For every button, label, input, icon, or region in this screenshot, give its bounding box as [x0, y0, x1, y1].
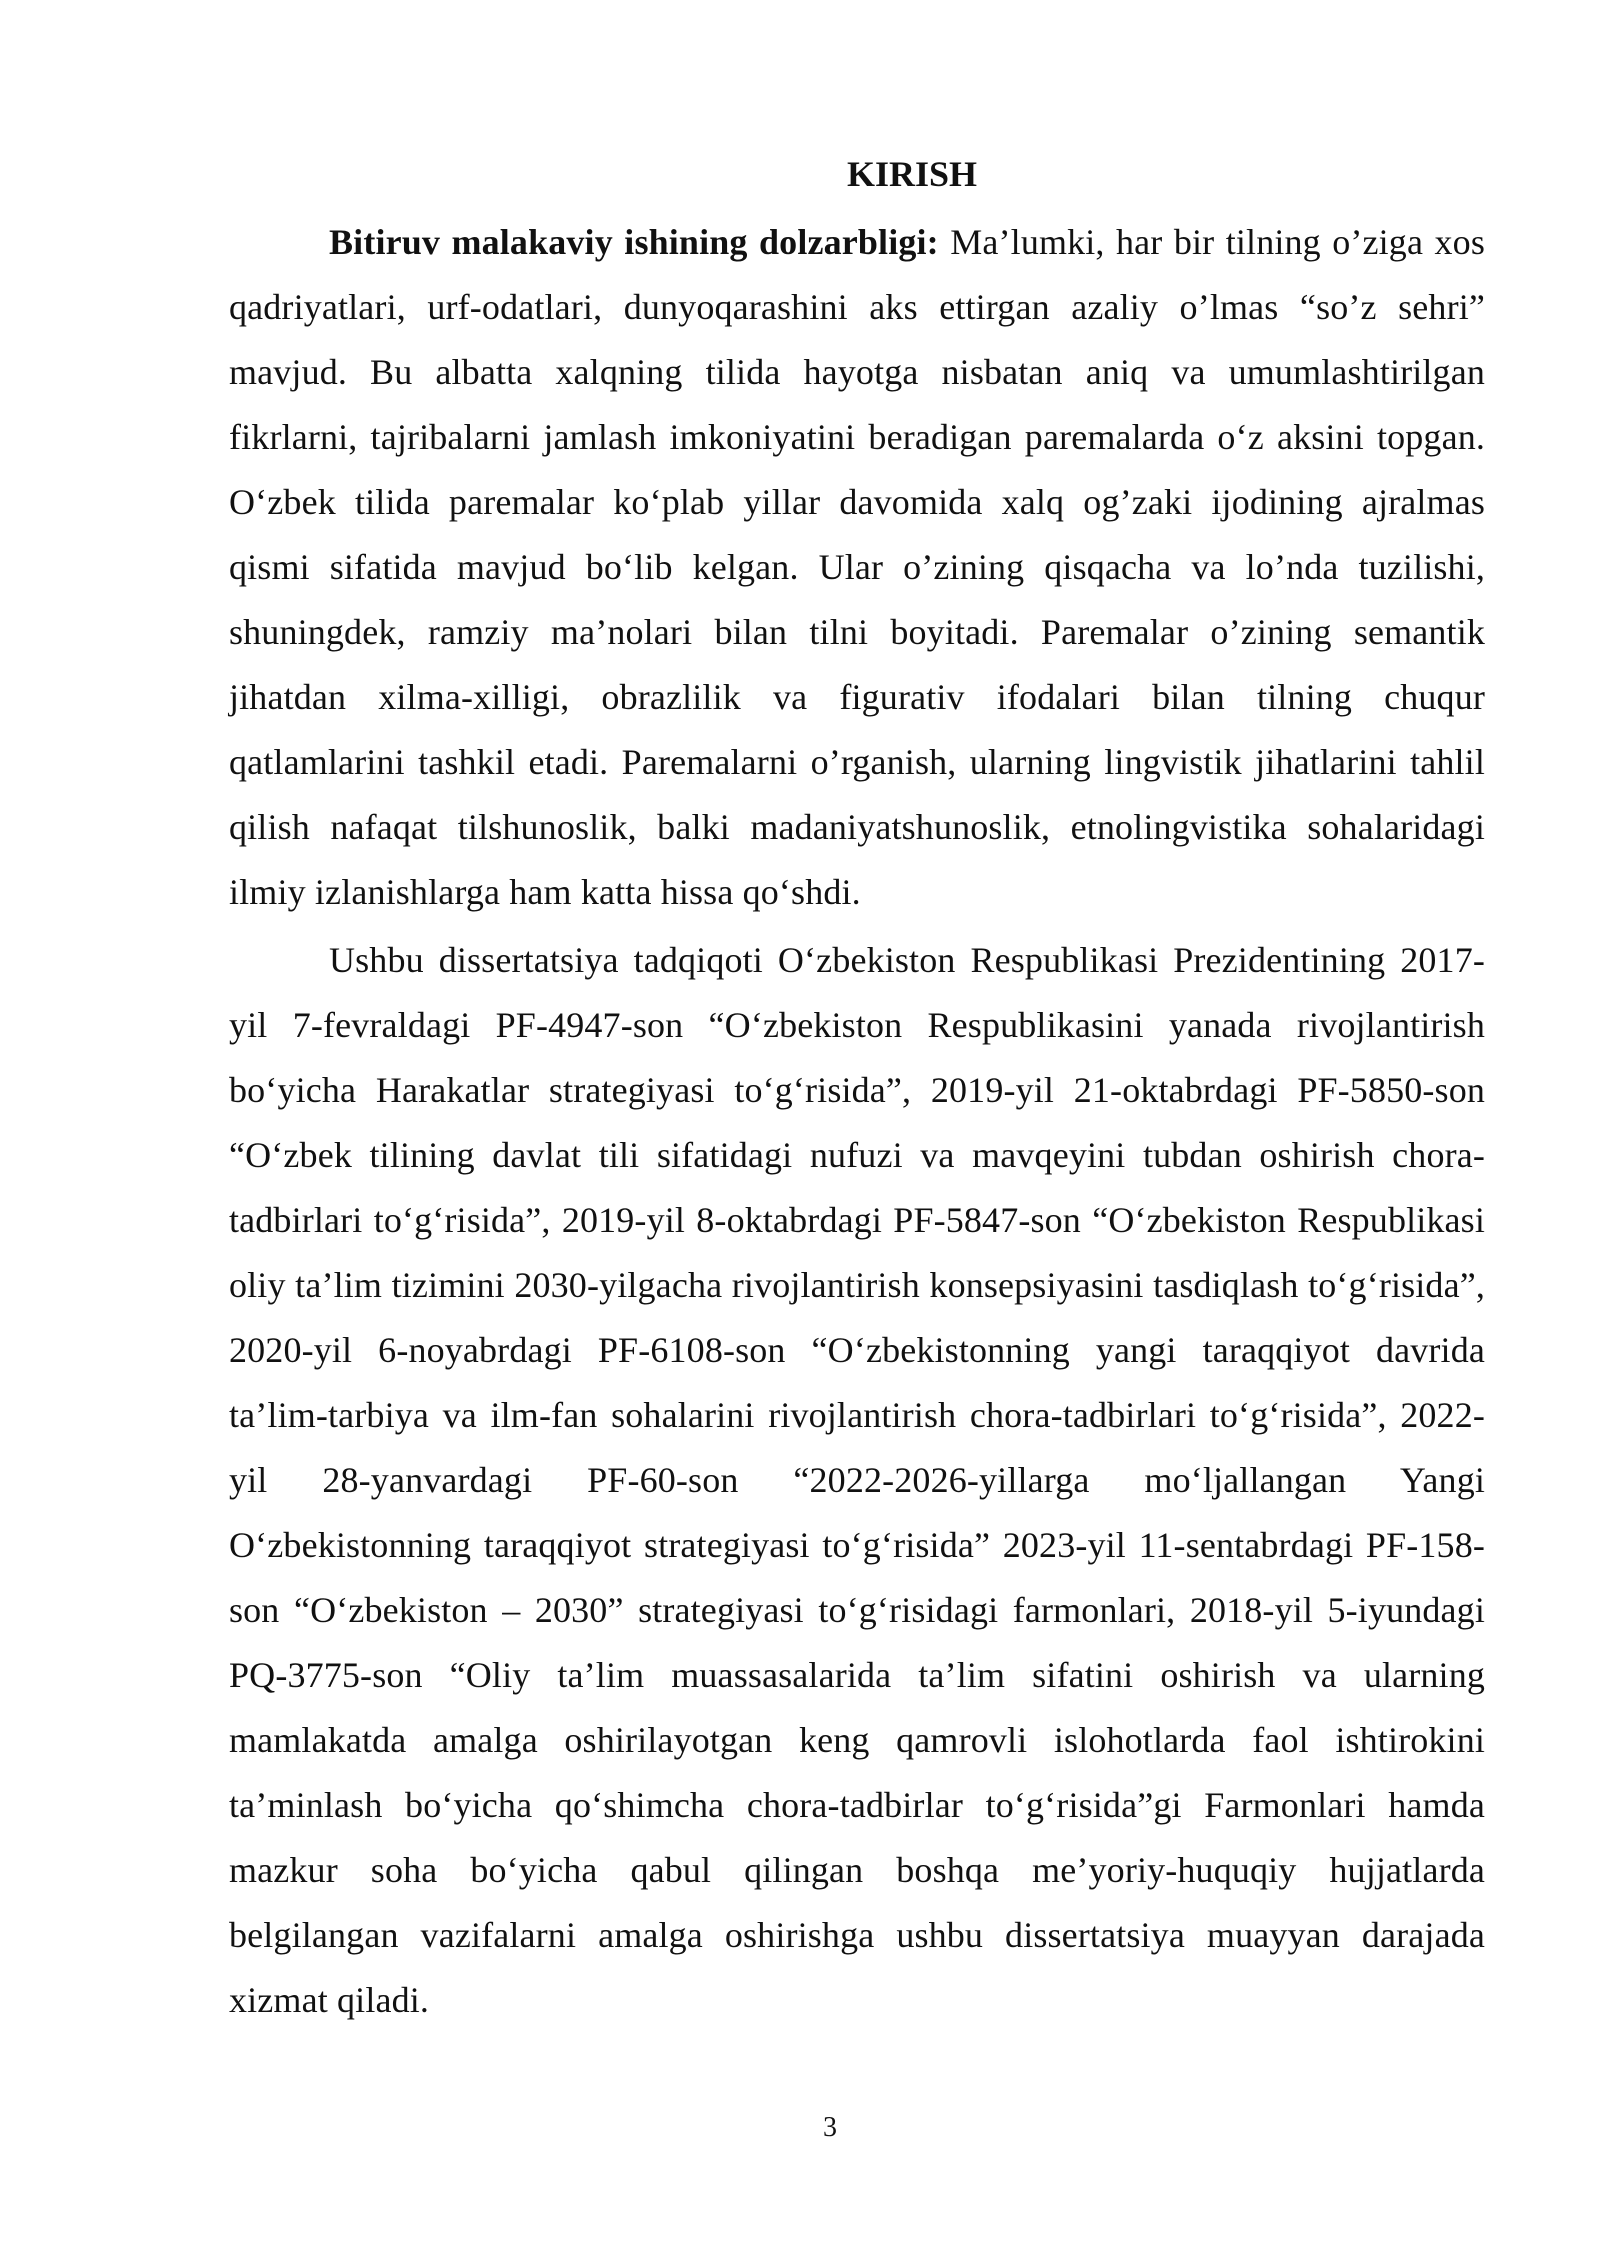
- paragraph-lead-bold: Bitiruv malakaviy ishining dolzarbligi:: [329, 222, 939, 262]
- section-heading: KIRISH: [846, 154, 978, 194]
- page-number: 3: [823, 2112, 837, 2143]
- paragraph-body-text: Ma’lumki, har bir tilning o’ziga xos qadriyatlari, urf-odatlari, dunyoqarashini aks ettirgan azaliy o’lmas “so’z sehri” mavjud. Bu albatta xalqning tilida hayotga nisbatan aniq va umumlashtirilgan fikrlarni, tajribalarni jamlash imkoniyatini beradigan paremalarda o‘z aksini topgan. O‘zbek tilida paremalar ko‘plab yillar davomida xalq og’zaki ijodining ajralmas qismi sifatida mavjud bo‘lib kelgan. Ular o’zining qisqacha va lo’nda tuzilishi, shuningdek, ramziy ma’nolari bilan tilni boyitadi. Paremalar o’zining semantik jihatdan xilma-xilligi, obrazlilik va figurativ ifodalari bilan tilning chuqur qatlamlarini tashkil etadi. Paremalarni o’rganish, ularning lingvistik jihatlarini tahlil qilish nafaqat tilshunoslik, balki madaniyatshunoslik, etnolingvistika sohalaridagi ilmiy izlanishlarga ham katta hissa qo‘shdi.: [229, 222, 1485, 912]
- paragraph-legal-basis: Ushbu dissertatsiya tadqiqoti O‘zbekiston Respublikasi Prezidentining 2017-yil 7-fevraldagi PF-4947-son “O‘zbekiston Respublikasini yanada rivojlantirish bo‘yicha Harakatlar strategiyasi to‘g‘risida”, 2019-yil 21-oktabrdagi PF-5850-son “O‘zbek tilining davlat tili sifatidagi nufuzi va mavqeyini tubdan oshirish chora-tadbirlari to‘g‘risida”, 2019-yil 8-oktabrdagi PF-5847-son “O‘zbekiston Respublikasi oliy ta’lim tizimini 2030-yilgacha rivojlantirish konsepsiyasini tasdiqlash to‘g‘risida”, 2020-yil 6-noyabrdagi PF-6108-son “O‘zbekistonning yangi taraqqiyot davrida ta’lim-tarbiya va ilm-fan sohalarini rivojlantirish chora-tadbirlari to‘g‘risida”, 2022-yil 28-yanvardagi PF-60-son “2022-2026-yillarga mo‘ljallangan Yangi O‘zbekistonning taraqqiyot strategiyasi to‘g‘risida” 2023-yil 11-sentabrdagi PF-158-son “O‘zbekiston – 2030” strategiyasi to‘g‘risidagi farmonlari, 2018-yil 5-iyundagi PQ-3775-son “Oliy ta’lim muassasalarida ta’lim sifatini oshirish va ularning mamlakatda amalga oshirilayotgan keng qamrovli islohotlarda faol ishtirokini ta’minlash bo‘yicha qo‘shimcha chora-tadbirlar to‘g‘risida”gi Farmonlari hamda mazkur soha bo‘yicha qabul qilingan boshqa me’yoriy-huquqiy hujjatlarda belgilangan vazifalarni amalga oshirishga ushbu dissertatsiya muayyan darajada xizmat qiladi.: [229, 940, 1485, 2020]
- paragraph-relevance: [229, 210, 1485, 925]
- page-content: [229, 150, 1485, 2036]
